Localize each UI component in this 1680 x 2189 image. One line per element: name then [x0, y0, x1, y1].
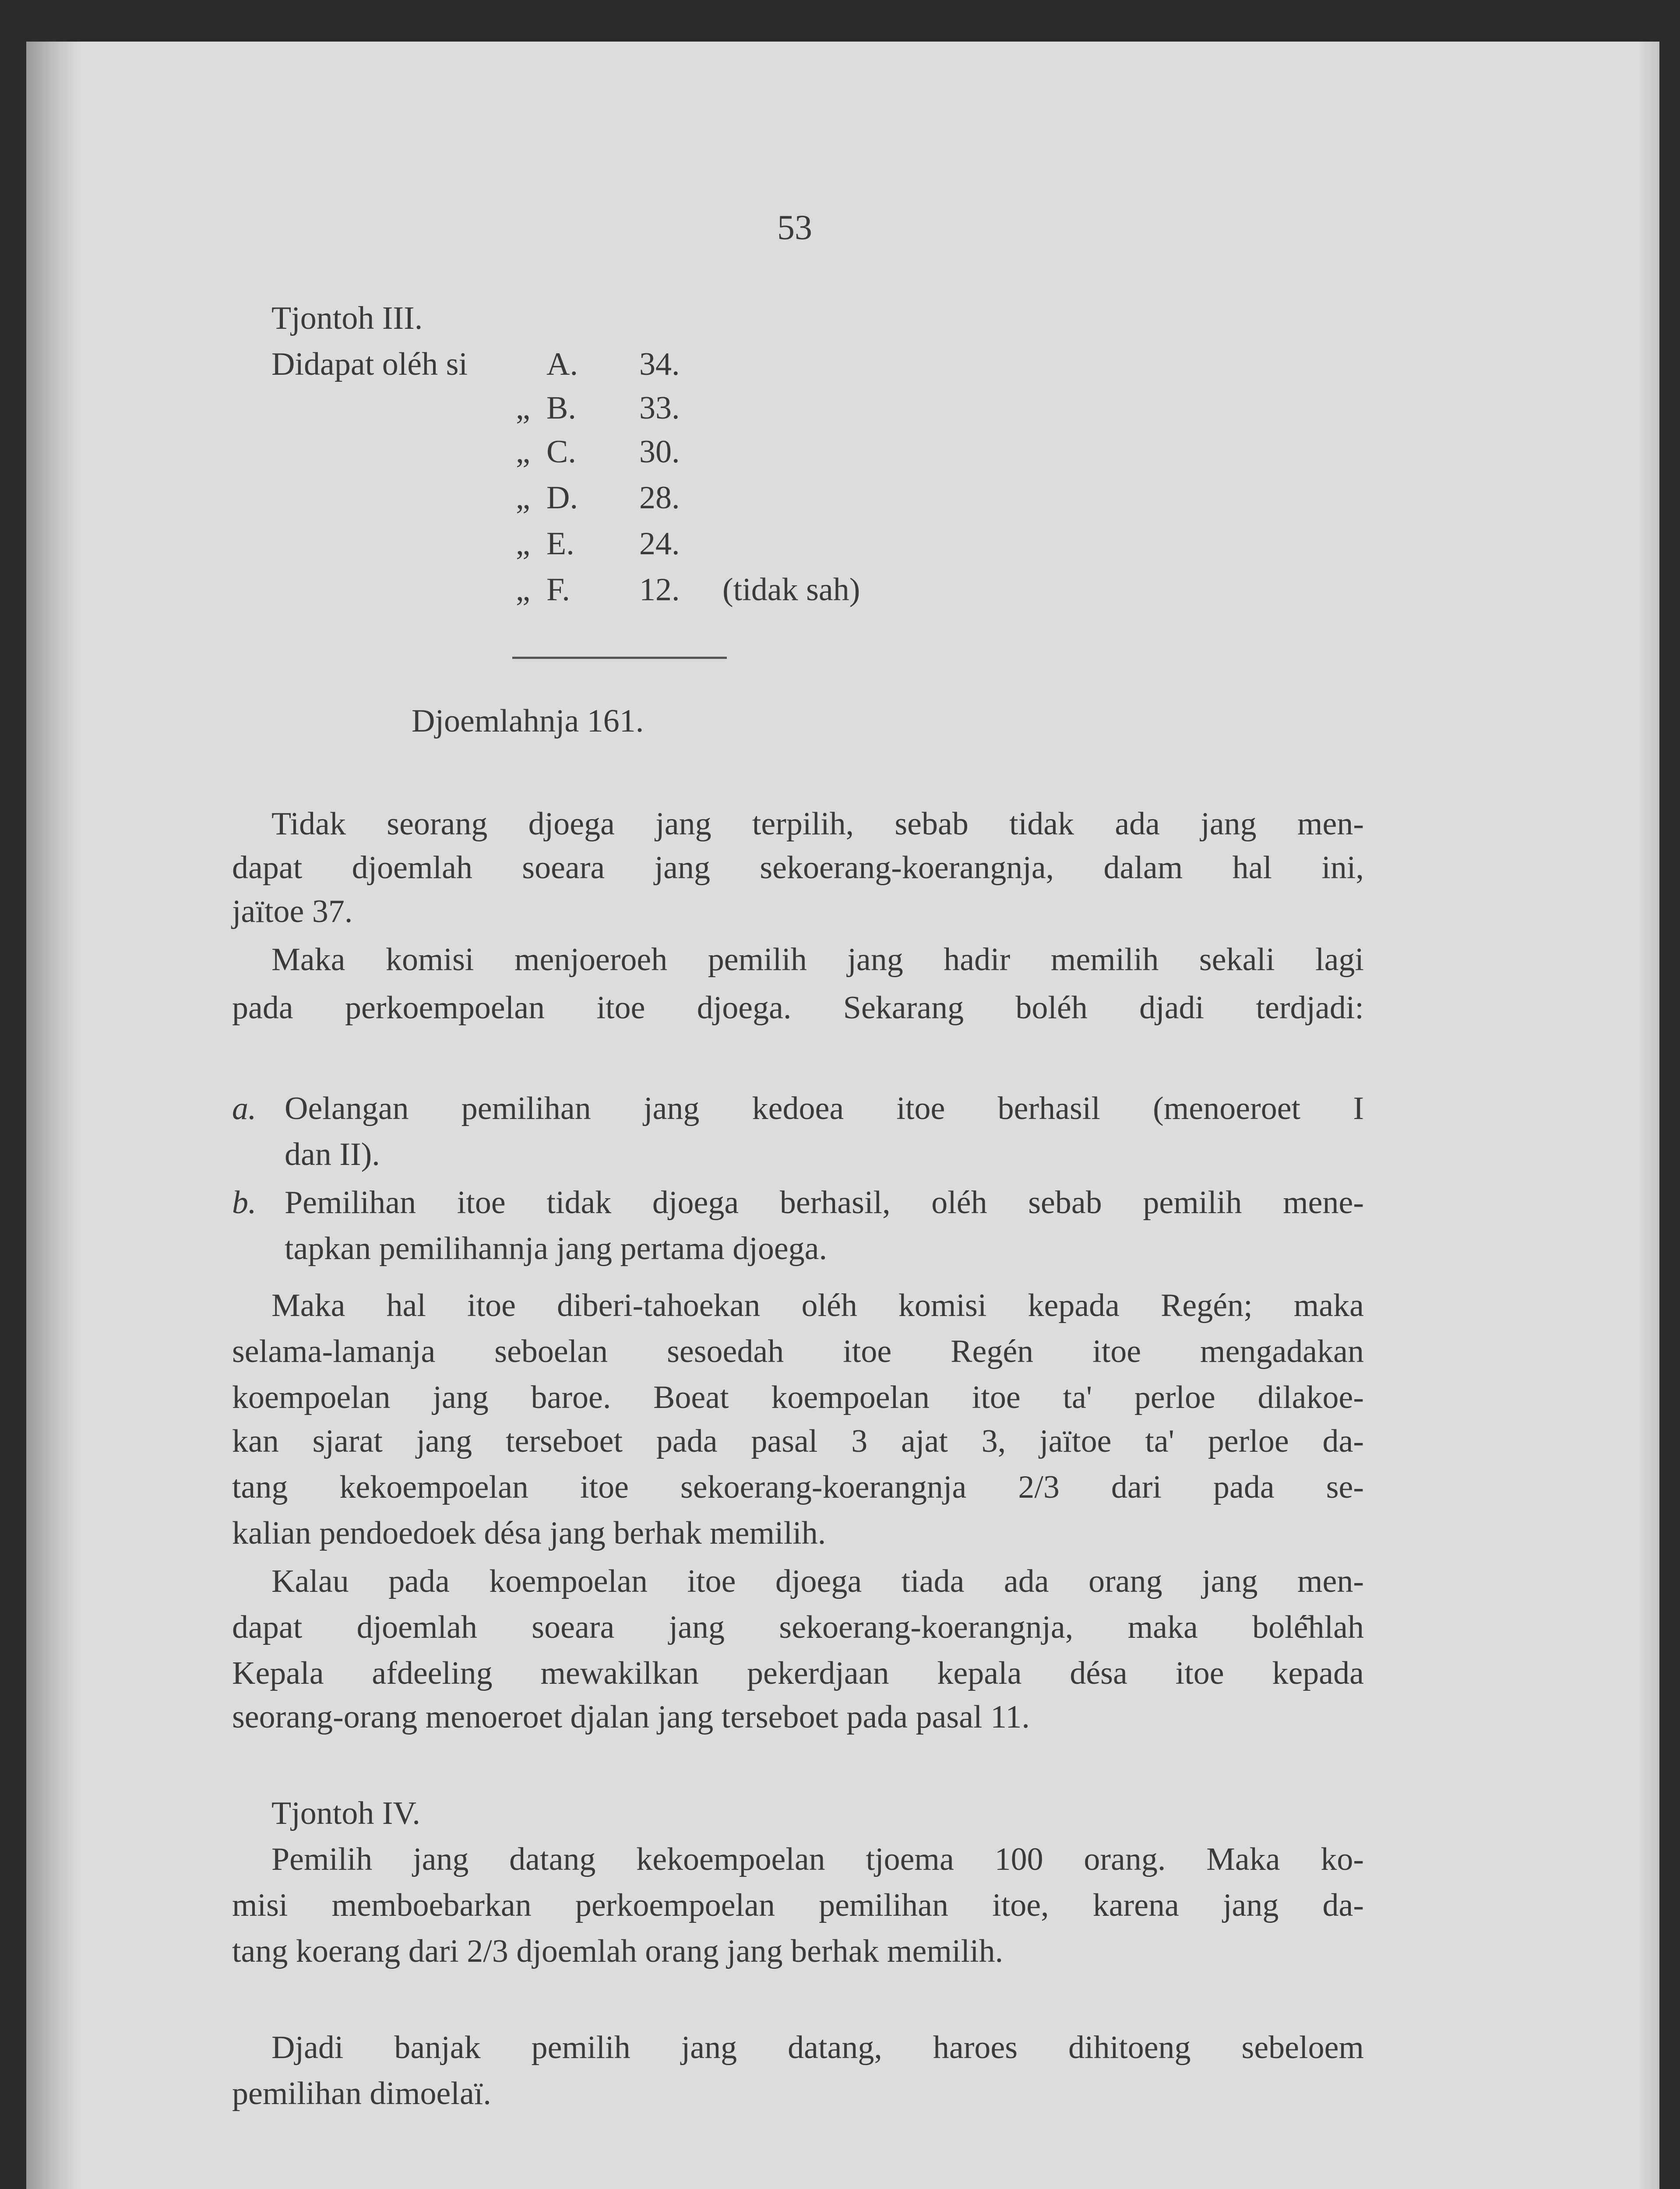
candidate-name: E.: [546, 526, 574, 562]
text-line: kalian pendoedoek désa jang berhak memilih.: [232, 1515, 826, 1551]
text-line: pemilihan dimoelaï.: [232, 2076, 491, 2112]
vote-count: 24.: [639, 526, 680, 562]
votes-prefix: Didapat oléh si: [271, 346, 468, 382]
vote-count: 34.: [639, 346, 680, 382]
total-line: Djoemlahnja 161.: [412, 703, 644, 739]
candidate-name: D.: [546, 480, 578, 516]
ditto-mark: „: [516, 480, 530, 516]
text-line: selama-lamanja seboelan sesoedah itoe Regén itoe mengadakan: [232, 1334, 1364, 1369]
text-line: dan II).: [285, 1137, 380, 1172]
example-3-heading: Tjontoh III.: [271, 300, 423, 336]
example-4-heading: Tjontoh IV.: [271, 1795, 420, 1831]
text-line: misi memboebarkan perkoempoelan pemilihan itoe, karena jang da-: [232, 1887, 1364, 1923]
candidate-name: F.: [546, 572, 570, 608]
vote-count: 30.: [639, 434, 680, 470]
text-line: Maka komisi menjoeroeh pemilih jang hadir memilih sekali lagi: [271, 942, 1364, 978]
invalid-note: (tidak sah): [722, 572, 860, 608]
text-line: tapkan pemilihannja jang pertama djoega.: [285, 1231, 828, 1267]
text-line: seorang-orang menoeroet djalan jang terseboet pada pasal 11.: [232, 1699, 1030, 1735]
text-line: tang kekoempoelan itoe sekoerang-koerangnja 2/3 dari pada se-: [232, 1469, 1364, 1505]
sum-rule: [512, 657, 727, 659]
page-edge: [1640, 42, 1659, 2189]
vote-count: 28.: [639, 480, 680, 516]
text-line: Maka hal itoe diberi-tahoekan oléh komisi kepada Regén; maka: [271, 1288, 1364, 1323]
text-line: Pemilih jang datang kekoempoelan tjoema 100 orang. Maka ko-: [271, 1841, 1364, 1877]
book-page: [26, 42, 1659, 2189]
ditto-mark: „: [516, 572, 530, 608]
list-marker: a.: [232, 1091, 257, 1126]
text-line: Kalau pada koempoelan itoe djoega tiada ada orang jang men-: [271, 1563, 1364, 1599]
text-line: jaïtoe 37.: [232, 894, 353, 929]
candidate-name: B.: [546, 390, 576, 426]
candidate-name: C.: [546, 434, 576, 470]
vote-count: 33.: [639, 390, 680, 426]
text-line: Kepala afdeeling mewakilkan pekerdjaan kepala désa itoe kepada: [232, 1655, 1364, 1691]
list-marker: b.: [232, 1185, 257, 1221]
text-line: dapat djoemlah soeara jang sekoerang-koerangnja, maka bolé̄hlah: [232, 1609, 1364, 1645]
vote-count: 12.: [639, 572, 680, 608]
text-line: tang koerang dari 2/3 djoemlah orang jang berhak memilih.: [232, 1933, 1004, 1969]
page-number: 53: [777, 208, 812, 247]
text-line: pada perkoempoelan itoe djoega. Sekarang boléh djadi terdjadi:: [232, 990, 1364, 1026]
candidate-name: A.: [546, 346, 578, 382]
text-line: Pemilihan itoe tidak djoega berhasil, oléh sebab pemilih mene-: [285, 1185, 1364, 1221]
ditto-mark: „: [516, 434, 530, 470]
book-spine: [26, 42, 81, 2189]
text-line: dapat djoemlah soeara jang sekoerang-koerangnja, dalam hal ini,: [232, 850, 1364, 886]
text-line: koempoelan jang baroe. Boeat koempoelan itoe ta' perloe dilakoe-: [232, 1380, 1364, 1415]
text-line: kan sjarat jang terseboet pada pasal 3 ajat 3, jaïtoe ta' perloe da-: [232, 1423, 1364, 1459]
text-line: Djadi banjak pemilih jang datang, haroes dihitoeng sebeloem: [271, 2030, 1364, 2066]
text-line: Tidak seorang djoega jang terpilih, sebab tidak ada jang men-: [271, 806, 1364, 842]
ditto-mark: „: [516, 526, 530, 562]
text-line: Oelangan pemilihan jang kedoea itoe berhasil (menoeroet I: [285, 1091, 1364, 1126]
ditto-mark: „: [516, 390, 530, 426]
